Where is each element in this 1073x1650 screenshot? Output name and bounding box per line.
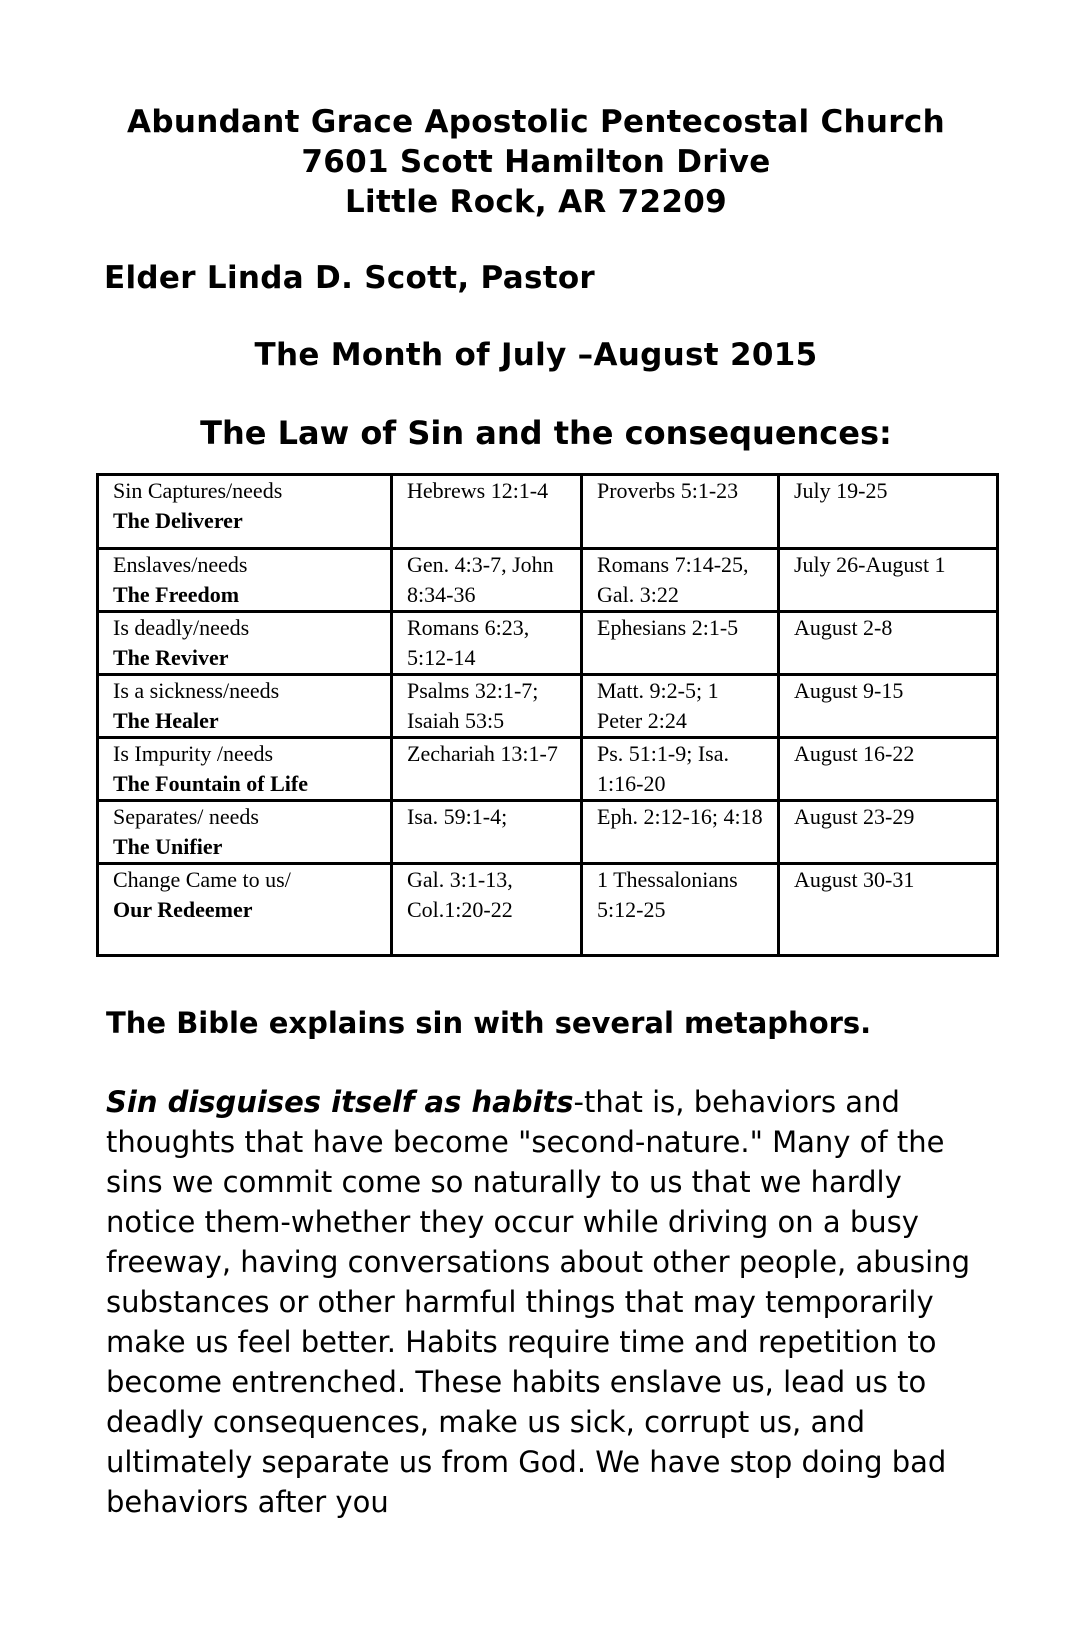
- section-heading: The Bible explains sin with several metaphors.: [106, 1006, 872, 1040]
- condition-text: Is a sickness/needs: [113, 678, 280, 703]
- table-row: [98, 801, 998, 864]
- paragraph-text: -that is, behaviors and thoughts that have become "second-nature." Many of the sins we commit come so naturally to us that we hardly notice them-whether they occur while driving on a busy freeway, having conversations about other people, abusing substances or other harmful things that may temporarily make us feel better. Habits require time and repetition to become entrenched. These habits enslave us, lead us to deadly consequences, make us sick, corrupt us, and ultimately separate us from God. We have stop doing bad behaviors after you: [106, 1085, 971, 1519]
- table-row: [98, 612, 998, 675]
- cell-scripture-1: Psalms 32:1-7; Isaiah 53:5: [392, 675, 582, 738]
- cell-dates: August 30-31: [779, 864, 998, 956]
- cell-dates: August 23-29: [779, 801, 998, 864]
- cell-scripture-1: Gen. 4:3-7, John 8:34-36: [392, 549, 582, 612]
- cell-scripture-1: Isa. 59:1-4;: [392, 801, 582, 864]
- cell-dates: August 2-8: [779, 612, 998, 675]
- need-text: The Deliverer: [113, 508, 243, 533]
- paragraph-lead: Sin disguises itself as habits: [106, 1085, 574, 1119]
- cell-condition: [98, 475, 392, 549]
- cell-scripture-1: Zechariah 13:1-7: [392, 738, 582, 801]
- table-row: [98, 675, 998, 738]
- cell-scripture-2: Eph. 2:12-16; 4:18: [582, 801, 779, 864]
- table-row: [98, 475, 998, 549]
- church-name: Abundant Grace Apostolic Pentecostal Church: [127, 104, 945, 140]
- need-text: The Fountain of Life: [113, 771, 308, 796]
- cell-dates: July 19-25: [779, 475, 998, 549]
- cell-condition: [98, 675, 392, 738]
- cell-condition: [98, 738, 392, 801]
- condition-text: Change Came to us/: [113, 867, 291, 892]
- cell-scripture-2: Romans 7:14-25, Gal. 3:22: [582, 549, 779, 612]
- pastor-line: Elder Linda D. Scott, Pastor: [104, 260, 596, 296]
- cell-scripture-1: Hebrews 12:1-4: [392, 475, 582, 549]
- need-text: The Unifier: [113, 834, 223, 859]
- need-text: The Healer: [113, 708, 219, 733]
- table-row: [98, 549, 998, 612]
- cell-scripture-2: Ps. 51:1-9; Isa. 1:16-20: [582, 738, 779, 801]
- cell-dates: July 26-August 1: [779, 549, 998, 612]
- cell-scripture-1: Romans 6:23, 5:12-14: [392, 612, 582, 675]
- need-text: The Freedom: [113, 582, 240, 607]
- cell-dates: August 9-15: [779, 675, 998, 738]
- condition-text: Sin Captures/needs: [113, 478, 283, 503]
- body-paragraph: [106, 1082, 986, 1522]
- table-title: The Law of Sin and the consequences:: [200, 414, 892, 452]
- condition-text: Separates/ needs: [113, 804, 259, 829]
- need-text: Our Redeemer: [113, 897, 253, 922]
- cell-scripture-2: 1 Thessalonians 5:12-25: [582, 864, 779, 956]
- condition-text: Is deadly/needs: [113, 615, 250, 640]
- cell-condition: [98, 864, 392, 956]
- cell-scripture-1: Gal. 3:1-13, Col.1:20-22: [392, 864, 582, 956]
- cell-scripture-2: Ephesians 2:1-5: [582, 612, 779, 675]
- month-line: The Month of July –August 2015: [254, 337, 818, 373]
- cell-condition: [98, 612, 392, 675]
- church-street: 7601 Scott Hamilton Drive: [301, 144, 771, 180]
- need-text: The Reviver: [113, 645, 229, 670]
- church-city: Little Rock, AR 72209: [345, 184, 727, 220]
- table-row: [98, 738, 998, 801]
- condition-text: Is Impurity /needs: [113, 741, 274, 766]
- cell-scripture-2: Matt. 9:2-5; 1 Peter 2:24: [582, 675, 779, 738]
- table-row: [98, 864, 998, 956]
- schedule-table: [96, 473, 999, 957]
- cell-dates: August 16-22: [779, 738, 998, 801]
- cell-scripture-2: Proverbs 5:1-23: [582, 475, 779, 549]
- cell-condition: [98, 801, 392, 864]
- cell-condition: [98, 549, 392, 612]
- condition-text: Enslaves/needs: [113, 552, 248, 577]
